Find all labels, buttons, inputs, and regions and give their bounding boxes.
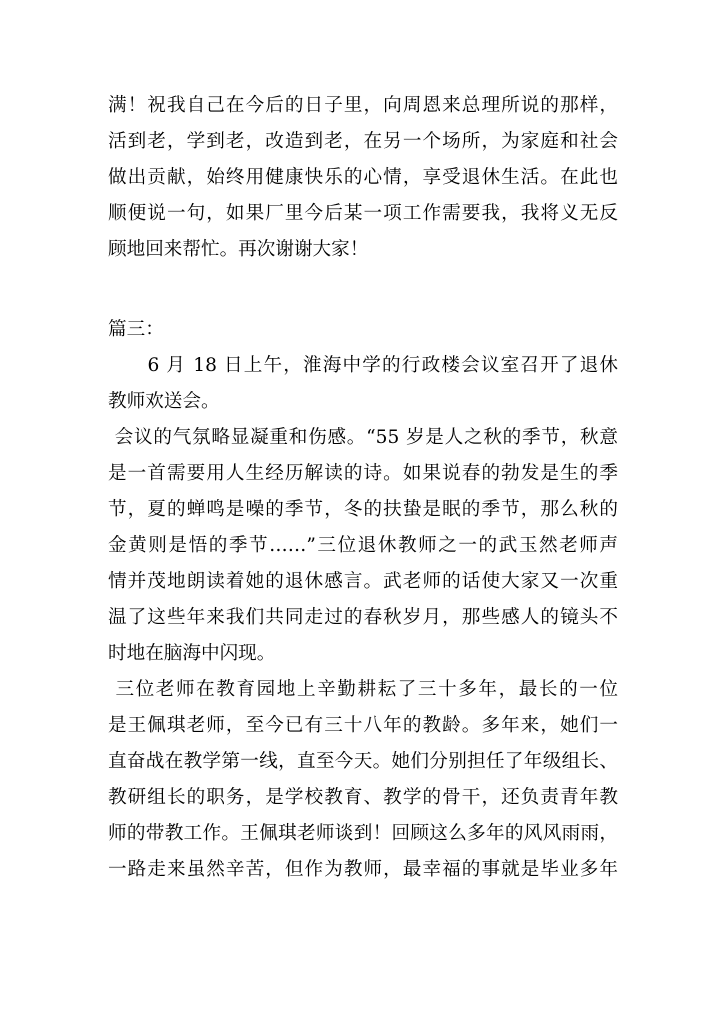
text-line: 金黄则是悟的季节……”三位退休教师之一的武玉然老师声 — [108, 535, 618, 556]
text-line: 顾地回来帮忙。再次谢谢大家！ — [108, 239, 369, 260]
text-line: 温了这些年来我们共同走过的春秋岁月，那些感人的镜头不 — [108, 607, 618, 628]
text-line: 6 月 18 日上午，淮海中学的行政楼会议室召开了退休 — [108, 355, 618, 376]
text-line: 节，夏的蝉鸣是噪的季节，冬的扶蛰是眠的季节，那么秋的 — [108, 499, 618, 520]
text-line: 是王佩琪老师，至今已有三十八年的教龄。多年来，她们一 — [108, 715, 618, 736]
text-line: 时地在脑海中闪现。 — [108, 643, 276, 664]
text-line: 师的带教工作。王佩琪老师谈到！回顾这么多年的风风雨雨， — [108, 823, 618, 844]
text-line: 教师欢送会。 — [108, 391, 220, 412]
text-line: 直奋战在教学第一线，直至今天。她们分别担任了年级组长、 — [108, 751, 618, 772]
text-line: 教研组长的职务，是学校教育、教学的骨干，还负责青年教 — [108, 787, 618, 808]
text-line: 三位老师在教育园地上辛勤耕耘了三十多年，最长的一位 — [108, 679, 618, 700]
text-line: 满！祝我自己在今后的日子里，向周恩来总理所说的那样， — [108, 95, 618, 116]
text-line: 一路走来虽然辛苦，但作为教师，最幸福的事就是毕业多年 — [108, 859, 618, 880]
text-line: 是一首需要用人生经历解读的诗。如果说春的勃发是生的季 — [108, 463, 618, 484]
text-line: 活到老，学到老，改造到老，在另一个场所，为家庭和社会 — [108, 131, 618, 152]
text-line: 做出贡献，始终用健康快乐的心情，享受退休生活。在此也 — [108, 167, 618, 188]
section-heading: 篇三： — [108, 319, 164, 340]
text-line: 情并茂地朗读着她的退休感言。武老师的话使大家又一次重 — [108, 571, 618, 592]
text-line: 顺便说一句，如果厂里今后某一项工作需要我，我将义无反 — [108, 203, 618, 224]
text-line: 会议的气氛略显凝重和伤感。“55 岁是人之秋的季节，秋意 — [108, 427, 618, 448]
